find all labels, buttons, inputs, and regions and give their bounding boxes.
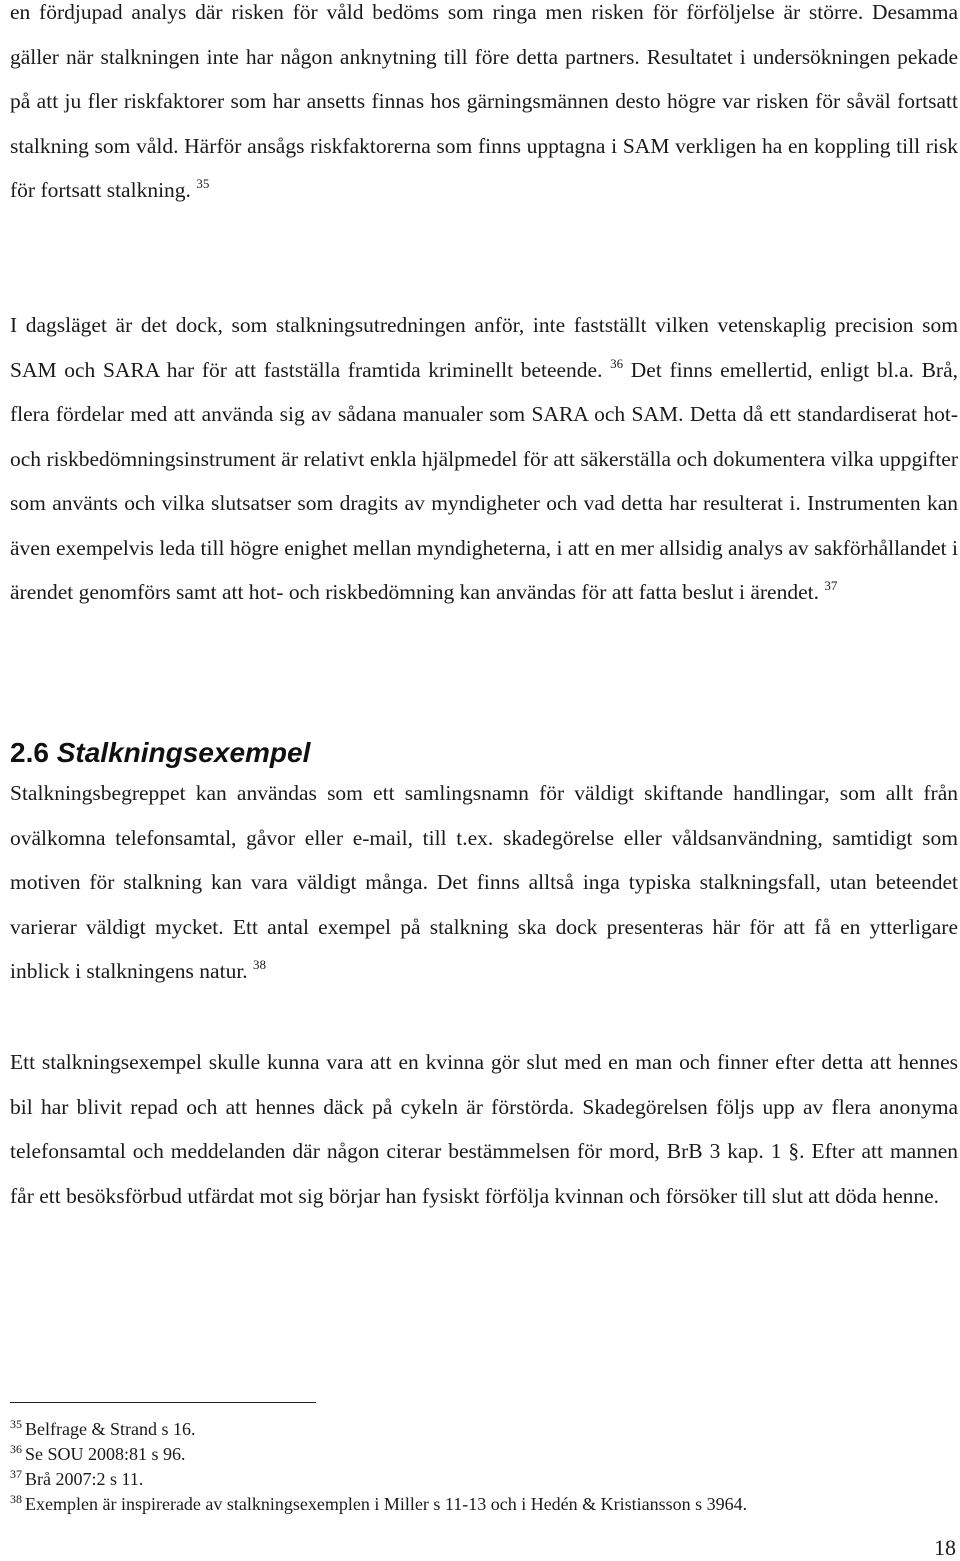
footnote-36 (10, 1442, 958, 1467)
paragraph-text: en fördjupad analys där risken för våld bedöms som ringa men risken för förföljelse är större. Desamma gäller när stalkningen inte har någon anknytning till före detta partners. Resultatet i undersökningen pekade på att ju fler riskfaktorer som har ansetts finnas hos gärningsmännen desto högre var risken för såväl fortsatt stalkning som våld. Härför ansågs riskfaktorerna som finns upptagna i SAM verkligen ha en koppling till risk för fortsatt stalkning. (10, 0, 958, 202)
footnote-ref-36[interactable]: 36 (610, 355, 624, 371)
footnote-text: Exemplen är inspirerade av stalkningsexemplen i Miller s 11-13 och i Hedén & Kristiansson s 3964. (25, 1494, 748, 1514)
body-paragraph-3 (10, 771, 958, 994)
footnote-number: 38 (10, 1492, 22, 1506)
paragraph-text: Det finns emellertid, enligt bl.a. Brå, flera fördelar med att använda sig av sådana manualer som SARA och SAM. Detta då ett standardiserat hot- och riskbedömningsinstrument är relativt enkla hjälpmedel för att säkerställa och dokumentera vilka uppgifter som använts och vilka slutsatser som dragits av myndigheter och vad detta har resulterat i. Instrumenten kan även exempelvis leda till högre enighet mellan myndigheterna, i att en mer allsidig analys av sakförhållandet i ärendet genomförs samt att hot- och riskbedömning kan användas för att fatta beslut i ärendet. (10, 357, 958, 604)
footnote-35 (10, 1417, 958, 1442)
footnote-text: Se SOU 2008:81 s 96. (25, 1444, 186, 1464)
footnote-38 (10, 1492, 958, 1517)
footnote-number: 37 (10, 1467, 22, 1481)
footnote-text: Brå 2007:2 s 11. (25, 1469, 144, 1489)
footnote-number: 36 (10, 1442, 22, 1456)
body-paragraph-4 (10, 1040, 958, 1218)
body-paragraph-2 (10, 303, 958, 615)
footnotes (10, 1417, 958, 1517)
footnote-number: 35 (10, 1417, 22, 1431)
page-number: 18 (934, 1535, 956, 1560)
body-paragraph-1 (10, 0, 958, 213)
footnote-text: Belfrage & Strand s 16. (25, 1419, 196, 1439)
footnote-ref-35[interactable]: 35 (196, 176, 210, 191)
footnote-37 (10, 1467, 958, 1492)
footnote-separator (10, 1402, 316, 1403)
section-number: 2.6 (10, 737, 49, 768)
section-title: Stalkningsexempel (56, 737, 311, 768)
footnote-ref-38[interactable]: 38 (253, 957, 267, 972)
footnote-ref-37[interactable]: 37 (824, 578, 838, 593)
paragraph-text: I dagsläget är det dock, som stalkningsutredningen anför, inte fastställt vilken vetenskaplig precision som SAM och SARA har för att fastställa framtida kriminellt beteende. (10, 313, 958, 382)
paragraph-text: Stalkningsbegreppet kan användas som ett samlingsnamn för väldigt skiftande handlingar, som allt från ovälkomna telefonsamtal, gåvor eller e-mail, till t.ex. skadegörelse eller våldsanvändning, samtidigt som motiven för stalkning kan vara väldigt många. Det finns alltså inga typiska stalkningsfall, utan beteendet varierar väldigt mycket. Ett antal exempel på stalkning ska dock presenteras här för att få en ytterligare inblick i stalkningens natur. (10, 781, 958, 983)
section-heading (10, 735, 310, 771)
paragraph-text: Ett stalkningsexempel skulle kunna vara att en kvinna gör slut med en man och finner efter detta att hennes bil har blivit repad och att hennes däck på cykeln är förstörda. Skadegörelsen följs upp av flera anonyma telefonsamtal och meddelanden där någon citerar bestämmelsen för mord, BrB 3 kap. 1 §. Efter att mannen får ett besöksförbud utfärdat mot sig börjar han fysiskt förfölja kvinnan och försöker till slut att döda henne. (10, 1050, 958, 1208)
